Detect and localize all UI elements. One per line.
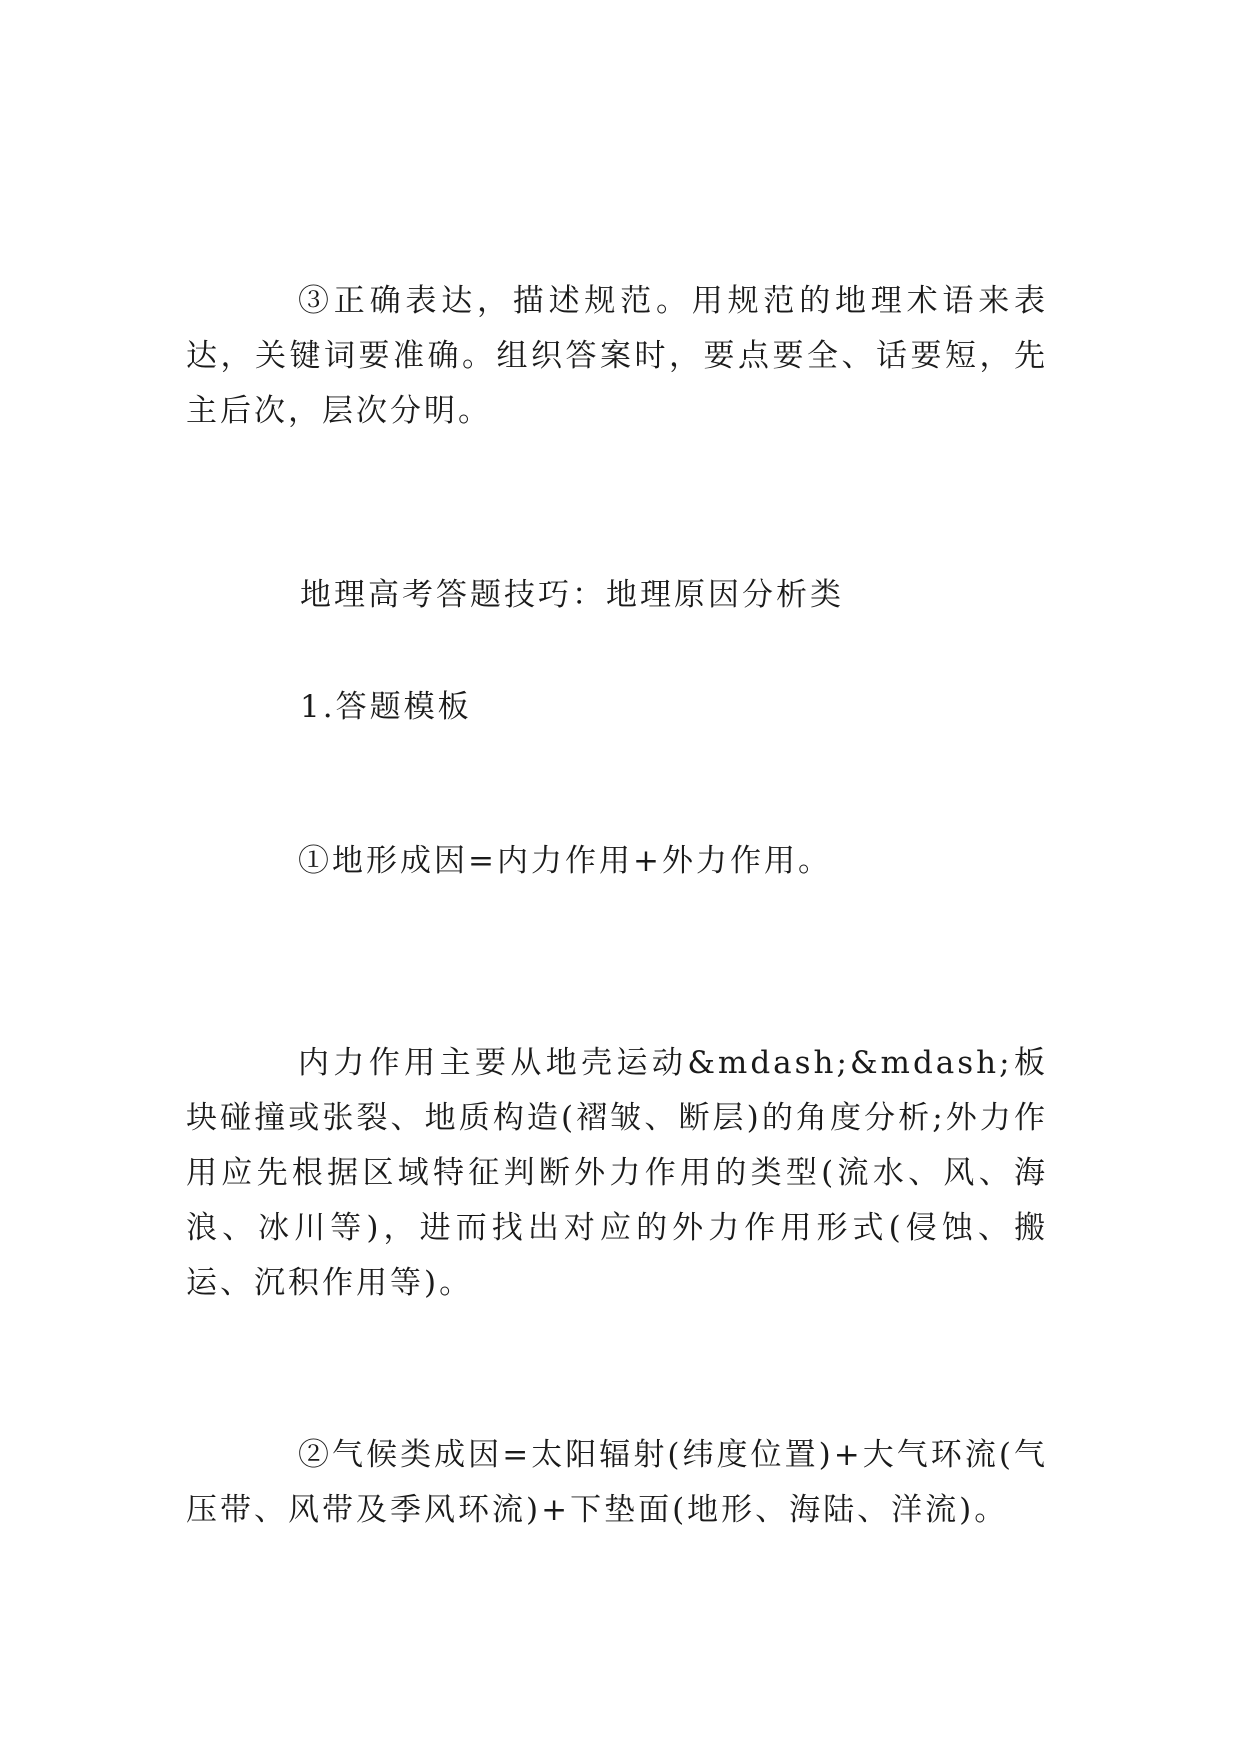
subsection-title: 1.答题模板 (300, 689, 472, 725)
section-title: 地理高考答题技巧：地理原因分析类 (300, 577, 844, 613)
paragraph-expression-standards: ③正确表达，描述规范。用规范的地理术语来表达，关键词要准确。组织答案时，要点要全、话要短，先主后次，层次分明。 (186, 283, 1048, 429)
paragraph-internal-external-forces: 内力作用主要从地壳运动&mdash;&mdash;板块碰撞或张裂、地质构造(褶皱、断层)的角度分析;外力作用应先根据区域特征判断外力作用的类型(流水、风、海浪、冰川等)，进而找出对应的外力作用形式(侵蚀、搬运、沉积作用等)。 (186, 1045, 1048, 1301)
paragraph-landform-cause: ①地形成因=内力作用+外力作用。 (298, 843, 832, 879)
paragraph-climate-cause: ②气候类成因=太阳辐射(纬度位置)+大气环流(气压带、风带及季风环流)+下垫面(地形、海陆、洋流)。 (186, 1437, 1048, 1528)
